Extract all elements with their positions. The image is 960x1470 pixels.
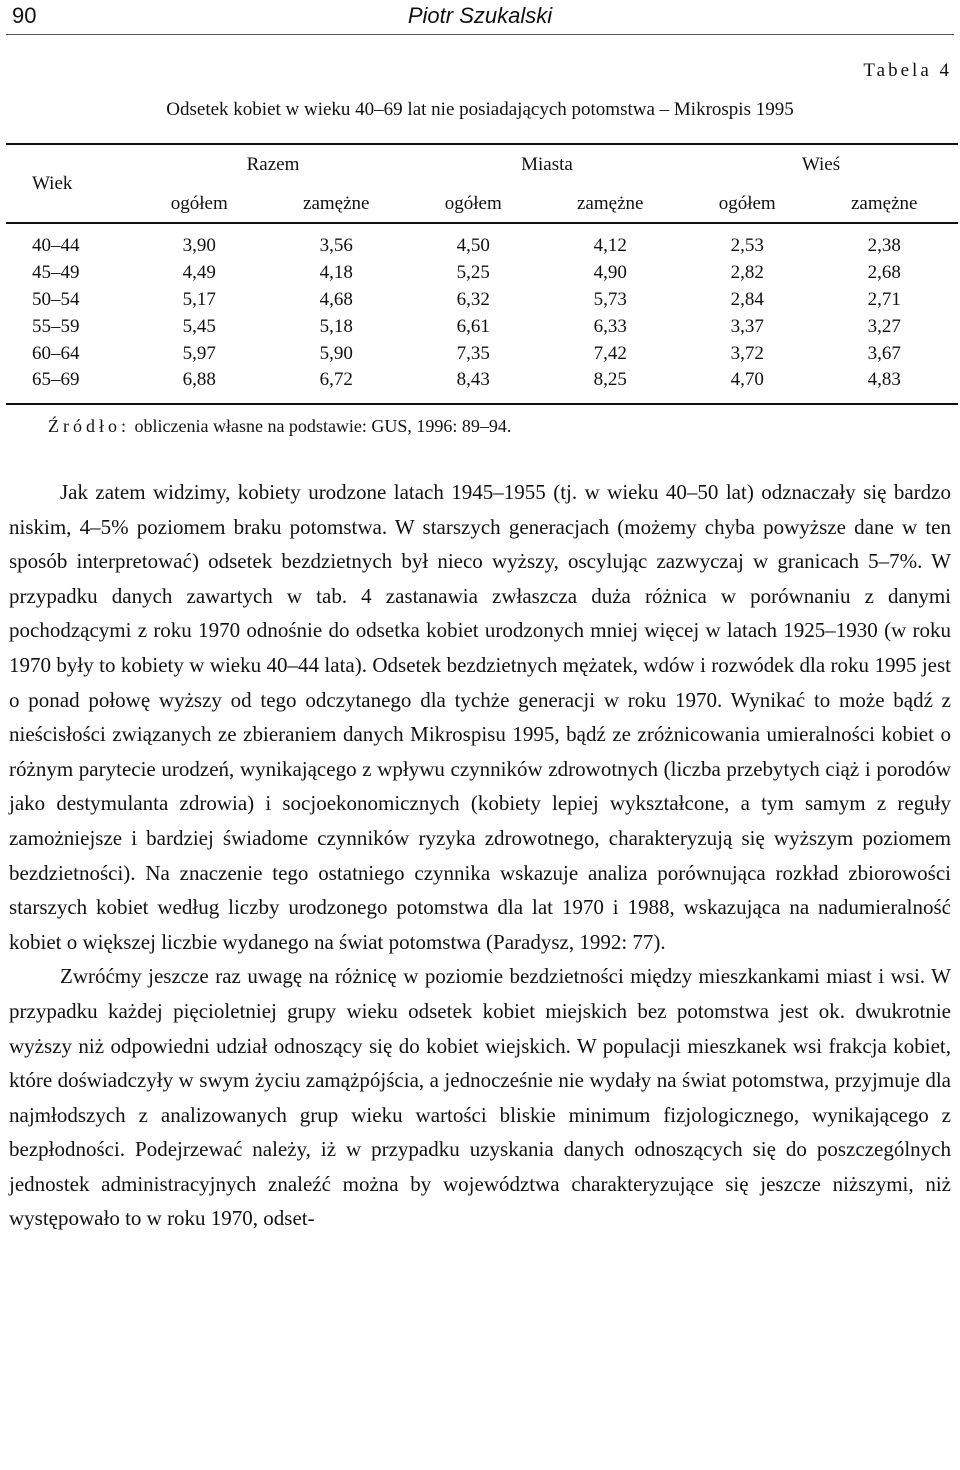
table-cell: 8,43 <box>456 369 490 391</box>
table-cell: 2,82 <box>730 262 764 284</box>
table-cell: 5,73 <box>593 288 627 310</box>
table-cell: 5,18 <box>319 315 353 337</box>
table-cell: 6,32 <box>456 288 490 310</box>
running-head: Piotr Szukalski <box>407 3 553 28</box>
age-group-cell: 40–44 <box>32 235 80 257</box>
table-row <box>6 367 958 404</box>
table-cell: 2,84 <box>730 288 764 310</box>
table-cell: 5,17 <box>182 288 216 310</box>
table-row <box>6 287 958 314</box>
table-cell: 3,72 <box>730 342 764 364</box>
table-cell: 5,90 <box>319 342 353 364</box>
age-group-cell: 55–59 <box>32 315 80 337</box>
subheader-cell: ogółem <box>410 185 537 223</box>
table-cell: 6,61 <box>456 315 490 337</box>
table-cell: 2,53 <box>730 235 764 257</box>
column-header-wiek: Wiek <box>6 144 136 223</box>
table-cell: 3,56 <box>319 235 353 257</box>
table-source-note <box>48 416 511 437</box>
table-cell: 5,45 <box>182 315 216 337</box>
paragraph: Jak zatem widzimy, kobiety urodzone latach 1945–1955 (tj. w wieku 40–50 lat) odznaczały się bardzo niskim, 4–5% poziomem braku potomstwa. W starszych generacjach (możemy chyba powyższe dane w ten sposób interpretować) odsetek bezdzietnych był nieco wyższy, oscylując zazwyczaj w granicach 5–7%. W przypadku danych zawartych w tab. 4 zastanawia zwłaszcza duża różnica w porównaniu z danymi pochodzącymi z roku 1970 odnośnie do odsetka kobiet urodzonych mniej więcej w latach 1925–1930 (w roku 1970 były to kobiety w wieku 40–44 lata). Odsetek bezdzietnych mężatek, wdów i rozwódek dla roku 1995 jest o ponad połowę wyższy od tego odczytanego dla tychże generacji w roku 1970. Wynikać to może bądź z nieścisłości związanych ze zbieraniem danych Mikrospisu 1995, bądź ze zróżnicowania umieralności kobiet o różnym parytecie urodzeń, wynikającego z wpływu czynników zdrowotnych (liczba przebytych ciąż i porodów jako destymulanta zdrowia) i socjoekonomicznych (kobiety lepiej wykształcone, a tym samym z reguły zamożniejsze i bardziej świadome czynników ryzyka zdrowotnego, charakteryzują się wyższym poziomem bezdzietności). Na znaczenie tego ostatniego czynnika wskazuje analiza porównująca rozkład zbiorowości starszych kobiet według liczby urodzonego potomstwa dla lat 1970 i 1988, wskazująca na nadumieralność kobiet o większej liczbie wydanego na świat potomstwa (Paradysz, 1992: 77). <box>9 480 951 954</box>
table-cell: 2,71 <box>867 288 901 310</box>
group-header-miasta: Miasta <box>521 154 573 175</box>
age-group-cell: 65–69 <box>32 369 80 391</box>
table-cell: 6,72 <box>319 369 353 391</box>
table-row <box>6 260 958 287</box>
table-cell: 3,67 <box>867 342 901 364</box>
table-cell: 4,70 <box>730 369 764 391</box>
table-cell: 2,68 <box>867 262 901 284</box>
table-row <box>6 340 958 367</box>
table-cell: 3,90 <box>182 235 216 257</box>
age-group-cell: 60–64 <box>32 342 80 364</box>
table-cell: 2,38 <box>867 235 901 257</box>
table-row <box>6 223 958 260</box>
source-label: Źródło: <box>48 416 130 436</box>
data-table <box>6 143 958 405</box>
table-cell: 5,25 <box>456 262 490 284</box>
table-label: Tabela 4 <box>863 60 952 81</box>
table-cell: 7,35 <box>456 342 490 364</box>
table-cell: 5,97 <box>182 342 216 364</box>
table-cell: 7,42 <box>593 342 627 364</box>
table-cell: 4,90 <box>593 262 627 284</box>
paragraph: Zwróćmy jeszcze raz uwagę na różnicę w poziomie bezdzietności między mieszkankami miast i wsi. W przypadku każdej pięcioletniej grupy wieku odsetek kobiet miejskich bez potomstwa jest ok. dwukrotnie wyższy niż odpowiedni udział odnoszący się do kobiet wiejskich. W populacji mieszkanek wsi frakcja kobiet, które doświadczyły w swym życiu zamążpójścia, a jednocześnie nie wydały na świat potomstwa, przyjmuje dla najmłodszych z analizowanych grup wieku wartości bliskie minimum fizjologicznego, wynikającego z bezpłodności. Podejrzewać należy, iż w przypadku uzyskania danych odnoszących się do poszczególnych jednostek administracyjnych znaleźć można by województwa charakteryzujące się jeszcze niższymi, niż występowało to w roku 1970, odset- <box>9 964 951 1231</box>
table-title: Odsetek kobiet w wieku 40–69 lat nie posiadających potomstwa – Mikrospis 1995 <box>166 99 794 120</box>
page-number: 90 <box>12 3 37 28</box>
table-cell: 4,50 <box>456 235 490 257</box>
group-header-wies: Wieś <box>801 154 841 175</box>
age-group-cell: 50–54 <box>32 288 80 310</box>
table-cell: 4,49 <box>182 262 216 284</box>
table-cell: 3,37 <box>730 315 764 337</box>
table-cell: 4,83 <box>867 369 901 391</box>
subheader-cell: zamężne <box>263 185 410 223</box>
subheader-cell: ogółem <box>136 185 263 223</box>
page-header <box>6 0 954 35</box>
table-cell: 3,27 <box>867 315 901 337</box>
table-cell: 4,68 <box>319 288 353 310</box>
age-group-cell: 45–49 <box>32 262 80 284</box>
subheader-cell: zamężne <box>536 185 683 223</box>
table-cell: 6,88 <box>182 369 216 391</box>
table-cell: 4,12 <box>593 235 627 257</box>
body-text <box>9 475 951 1236</box>
group-header-razem: Razem <box>246 154 300 175</box>
table-cell: 4,18 <box>319 262 353 284</box>
table-row <box>6 313 958 340</box>
subheader-cell: zamężne <box>810 185 958 223</box>
table-cell: 6,33 <box>593 315 627 337</box>
table-cell: 8,25 <box>593 369 627 391</box>
subheader-cell: ogółem <box>684 185 811 223</box>
source-text: obliczenia własne na podstawie: GUS, 1996: 89–94. <box>134 416 512 436</box>
